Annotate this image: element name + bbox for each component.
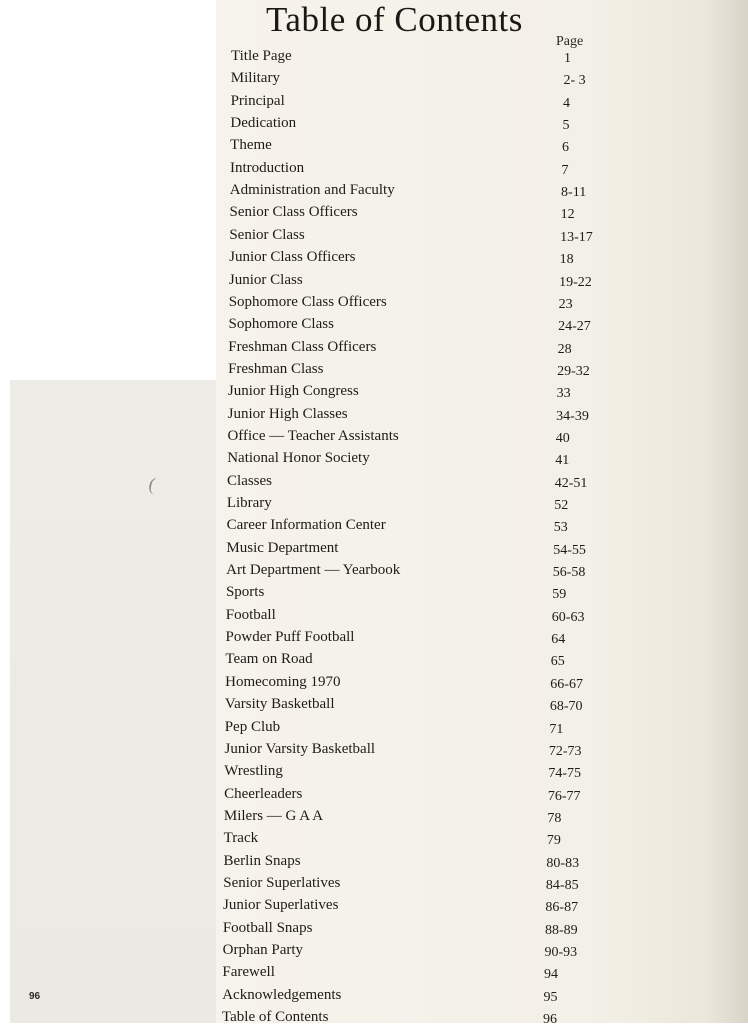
toc-entry-label: Administration and Faculty (229, 182, 395, 199)
toc-entry-page: 42-51 (554, 475, 588, 491)
toc-entry-label: Title Page (231, 48, 292, 64)
toc-entry-label: Wrestling (224, 763, 283, 780)
toc-entry-page: 23 (558, 296, 573, 312)
toc-entry-page: 2- 3 (563, 73, 586, 89)
toc-entry-label: Library (226, 495, 272, 511)
toc-entry-label: Introduction (229, 159, 305, 176)
toc-entry-page: 8-11 (561, 185, 587, 201)
toc-entry-label: Sports (225, 584, 265, 601)
toc-entry-label: Theme (230, 137, 272, 154)
toc-entry-label: Powder Puff Football (225, 629, 355, 646)
toc-entry-page: 24-27 (558, 319, 591, 335)
toc-entry-page: 90-93 (544, 945, 578, 960)
toc-entry-page: 68-70 (549, 699, 583, 715)
toc-entry-page: 29-32 (557, 363, 590, 379)
toc-entry-label: Junior Superlatives (223, 897, 339, 914)
toc-entry-page: 5 (562, 118, 570, 134)
toc-entry-page: 12 (560, 207, 575, 223)
toc-entry-label: Junior Varsity Basketball (224, 740, 376, 757)
toc-entry-page: 80-83 (546, 855, 580, 871)
toc-entry-label: Orphan Party (222, 942, 304, 958)
toc-entry-label: Freshman Class Officers (228, 338, 377, 355)
toc-entry-page: 19-22 (559, 274, 592, 290)
toc-entry-label: Track (223, 830, 259, 847)
toc-entry-label: Music Department (226, 539, 339, 556)
toc-entry-label: Football (225, 606, 276, 623)
toc-entry-page: 40 (555, 430, 570, 446)
toc-entry-page: 28 (557, 341, 572, 357)
toc-entry-page: 34-39 (556, 408, 589, 424)
toc-entry-label: Dedication (230, 115, 297, 132)
toc-entry-page: 95 (543, 989, 558, 1005)
toc-entry-label: Military (230, 70, 280, 87)
toc-entry-page: 71 (549, 721, 564, 737)
toc-entry-page: 86-87 (545, 900, 579, 916)
toc-entry-label: Art Department — Yearbook (226, 562, 401, 579)
toc-entry-label: Varsity Basketball (224, 696, 335, 713)
toc-entry-label: Junior Class (228, 271, 303, 288)
toc-entry-label: National Honor Society (227, 450, 370, 467)
pencil-mark: ( (147, 473, 158, 495)
toc-entry-label: Team on Road (225, 651, 313, 668)
toc-entry-label: Pep Club (224, 718, 281, 735)
toc-entry-page: 33 (556, 386, 571, 402)
toc-entry-page: 6 (562, 140, 570, 156)
page-number: 96 (29, 991, 41, 1002)
toc-entry-label: Office — Teacher Assistants (227, 427, 399, 444)
toc-entry-page: 59 (552, 587, 567, 603)
toc-entry-page: 60-63 (551, 609, 585, 625)
toc-entry-page: 84-85 (545, 877, 579, 893)
toc-entry-page: 74-75 (548, 766, 582, 782)
toc-entry-page: 94 (543, 967, 558, 983)
toc-entry-page: 72-73 (548, 743, 582, 759)
toc-entry-label: Freshman Class (228, 360, 324, 377)
toc-entry-page: 79 (546, 833, 561, 849)
toc-entry-label: Senior Class (229, 226, 305, 243)
toc-entry-label: Career Information Center (226, 517, 386, 534)
toc-entry-label: Senior Superlatives (223, 874, 341, 891)
toc-entry-page: 96 (543, 1012, 557, 1028)
toc-entry-page: 64 (551, 632, 566, 648)
page-column-header: Page (556, 34, 584, 49)
toc-entry-label: Cheerleaders (224, 785, 303, 802)
toc-entry-label: Junior High Congress (227, 383, 359, 400)
toc-entry-page: 66-67 (550, 676, 583, 692)
toc-entry-page: 13-17 (560, 229, 593, 245)
toc-entry-page: 7 (561, 162, 569, 178)
toc-entry-page: 4 (563, 95, 571, 111)
toc-entry-label: Classes (227, 472, 273, 489)
toc-entry-label: Sophomore Class (228, 316, 334, 333)
toc-entry-page: 76-77 (547, 788, 581, 804)
toc-entry-label: Homecoming 1970 (225, 673, 341, 690)
toc-entry-label: Junior High Classes (227, 405, 348, 422)
toc-entry-label: Principal (230, 92, 285, 109)
page-title: Table of Contents (266, 0, 523, 39)
toc-entry-label: Sophomore Class Officers (228, 293, 387, 310)
toc-entry-label: Acknowledgements (222, 986, 342, 1003)
toc-entry-page: 1 (564, 51, 571, 66)
toc-entry-page: 52 (554, 498, 569, 513)
toc-entry-page: 88-89 (544, 922, 578, 938)
toc-entry-page: 54-55 (553, 542, 586, 558)
toc-entry-page: 65 (550, 654, 565, 670)
toc-entry-label: Senior Class Officers (229, 204, 358, 221)
toc-entry-label: Table of Contents (222, 1009, 329, 1026)
toc-entry-label: Farewell (222, 964, 275, 981)
toc-entry-page: 41 (555, 453, 570, 469)
toc-entry-page: 78 (547, 810, 562, 826)
toc-entry-label: Football Snaps (222, 919, 313, 936)
toc-entry-page: 53 (553, 520, 568, 536)
toc-entry-label: Milers — G A A (223, 807, 324, 824)
underlying-page (10, 380, 216, 1023)
toc-entry-label: Berlin Snaps (223, 852, 301, 869)
toc-entry-page: 56-58 (552, 565, 586, 581)
toc-entry-page: 18 (559, 252, 574, 268)
toc-entry-label: Junior Class Officers (229, 249, 356, 266)
